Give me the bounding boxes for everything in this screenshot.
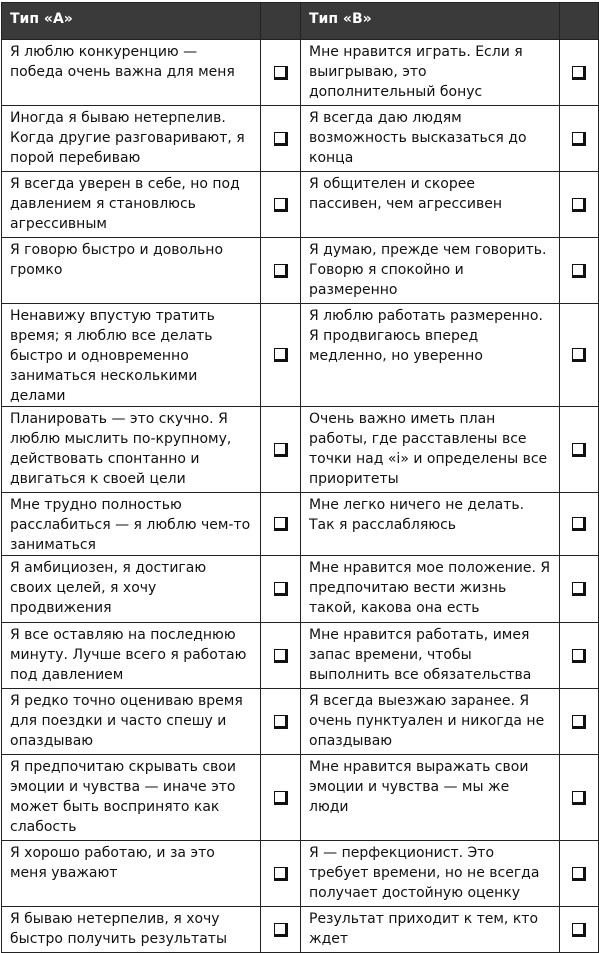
checkbox-icon — [572, 715, 586, 729]
checkbox-icon — [572, 649, 586, 663]
table-row — [2, 841, 599, 907]
checkbox-icon — [572, 443, 586, 457]
type-b-checkbox[interactable] — [560, 238, 599, 304]
type-a-statement: Иногда я бываю нетерпелив. Когда другие разговаривают, я порой перебиваю — [2, 106, 261, 172]
type-a-checkbox[interactable] — [261, 172, 301, 238]
checkbox-icon — [274, 66, 288, 80]
type-b-checkbox[interactable] — [560, 304, 599, 407]
type-b-statement: Очень важно иметь план работы, где расставлены все точки над «i» и определены все приоритеты — [301, 407, 560, 493]
type-a-checkbox[interactable] — [261, 407, 301, 493]
type-b-statement: Я люблю работать размеренно. Я продвигаюсь вперед медленно, но уверенно — [301, 304, 560, 407]
checkbox-icon — [274, 132, 288, 146]
header-type-b: Тип «В» — [301, 3, 560, 40]
type-a-statement: Мне трудно полностью расслабиться — я люблю чем-то заниматься — [2, 493, 261, 556]
type-a-statement: Я хорошо работаю, и за это меня уважают — [2, 841, 261, 907]
type-b-statement: Я общителен и скорее пассивен, чем агрессивен — [301, 172, 560, 238]
type-a-checkbox[interactable] — [261, 106, 301, 172]
type-b-statement: Мне нравится играть. Если я выигрываю, это дополнительный бонус — [301, 40, 560, 106]
type-a-statement: Я все оставляю на последнюю минуту. Лучше всего я работаю под давлением — [2, 623, 261, 689]
header-type-a: Тип «А» — [2, 3, 261, 40]
type-a-statement: Я всегда уверен в себе, но под давлением я становлюсь агрессивным — [2, 172, 261, 238]
type-b-checkbox[interactable] — [560, 106, 599, 172]
table-row — [2, 755, 599, 841]
type-a-checkbox[interactable] — [261, 493, 301, 556]
type-a-checkbox[interactable] — [261, 40, 301, 106]
header-type-b-check-column — [560, 3, 599, 40]
type-a-statement: Я редко точно оцениваю время для поездки и часто спешу и опаздываю — [2, 689, 261, 755]
type-a-checkbox[interactable] — [261, 841, 301, 907]
type-a-checkbox[interactable] — [261, 623, 301, 689]
type-b-statement: Мне нравится выражать свои эмоции и чувства — мы же люди — [301, 755, 560, 841]
type-b-statement: Я — перфекционист. Это требует времени, но не всегда получает достойную оценку — [301, 841, 560, 907]
type-a-statement: Я бываю нетерпелив, я хочу быстро получить результаты — [2, 907, 261, 953]
type-a-statement: Я амбициозен, я достигаю своих целей, я хочу продвижения — [2, 556, 261, 623]
type-b-statement: Результат приходит к тем, кто ждет — [301, 907, 560, 953]
type-b-checkbox[interactable] — [560, 407, 599, 493]
table-header-row — [2, 3, 599, 40]
type-b-statement: Мне легко ничего не делать. Так я расслабляюсь — [301, 493, 560, 556]
checkbox-icon — [572, 791, 586, 805]
type-b-statement: Я всегда выезжаю заранее. Я очень пунктуален и никогда не опаздываю — [301, 689, 560, 755]
type-b-statement: Я думаю, прежде чем говорить. Говорю я спокойно и размеренно — [301, 238, 560, 304]
table-row — [2, 106, 599, 172]
type-b-statement: Мне нравится мое положение. Я предпочитаю вести жизнь такой, какова она есть — [301, 556, 560, 623]
personality-type-table — [1, 2, 599, 953]
type-a-checkbox[interactable] — [261, 907, 301, 953]
type-b-checkbox[interactable] — [560, 841, 599, 907]
type-b-checkbox[interactable] — [560, 40, 599, 106]
checkbox-icon — [274, 923, 288, 937]
checkbox-icon — [572, 923, 586, 937]
type-b-checkbox[interactable] — [560, 623, 599, 689]
type-a-checkbox[interactable] — [261, 689, 301, 755]
table-row — [2, 556, 599, 623]
type-b-checkbox[interactable] — [560, 907, 599, 953]
checkbox-icon — [274, 582, 288, 596]
checkbox-icon — [274, 264, 288, 278]
checkbox-icon — [572, 582, 586, 596]
checkbox-icon — [572, 198, 586, 212]
table-row — [2, 689, 599, 755]
type-a-statement: Я говорю быстро и довольно громко — [2, 238, 261, 304]
checkbox-icon — [572, 66, 586, 80]
type-b-checkbox[interactable] — [560, 556, 599, 623]
type-a-statement: Я люблю конкуренцию — победа очень важна для меня — [2, 40, 261, 106]
checkbox-icon — [274, 443, 288, 457]
type-b-checkbox[interactable] — [560, 755, 599, 841]
checkbox-icon — [274, 715, 288, 729]
checkbox-icon — [572, 132, 586, 146]
checkbox-icon — [274, 867, 288, 881]
type-a-checkbox[interactable] — [261, 556, 301, 623]
checkbox-icon — [274, 649, 288, 663]
type-a-checkbox[interactable] — [261, 304, 301, 407]
checkbox-icon — [572, 348, 586, 362]
type-b-checkbox[interactable] — [560, 493, 599, 556]
table-row — [2, 304, 599, 407]
type-b-checkbox[interactable] — [560, 172, 599, 238]
table-row — [2, 172, 599, 238]
type-a-checkbox[interactable] — [261, 238, 301, 304]
header-type-a-check-column — [261, 3, 301, 40]
table-row — [2, 407, 599, 493]
checkbox-icon — [274, 517, 288, 531]
table-row — [2, 40, 599, 106]
checkbox-icon — [572, 264, 586, 278]
table-row — [2, 238, 599, 304]
table-row — [2, 623, 599, 689]
type-a-statement: Я предпочитаю скрывать свои эмоции и чувства — иначе это может быть воспринято как слабость — [2, 755, 261, 841]
type-b-statement: Я всегда даю людям возможность высказаться до конца — [301, 106, 560, 172]
checkbox-icon — [274, 198, 288, 212]
table-row — [2, 493, 599, 556]
table-row — [2, 907, 599, 953]
checkbox-icon — [572, 517, 586, 531]
type-b-statement: Мне нравится работать, имея запас времени, чтобы выполнить все обязательства — [301, 623, 560, 689]
checkbox-icon — [572, 867, 586, 881]
checkbox-icon — [274, 348, 288, 362]
type-a-statement: Ненавижу впустую тратить время; я люблю все делать быстро и одновременно заниматься несколькими делами — [2, 304, 261, 407]
type-b-checkbox[interactable] — [560, 689, 599, 755]
type-a-statement: Планировать — это скучно. Я люблю мыслить по-крупному, действовать спонтанно и двигаться к своей цели — [2, 407, 261, 493]
type-a-checkbox[interactable] — [261, 755, 301, 841]
checkbox-icon — [274, 791, 288, 805]
